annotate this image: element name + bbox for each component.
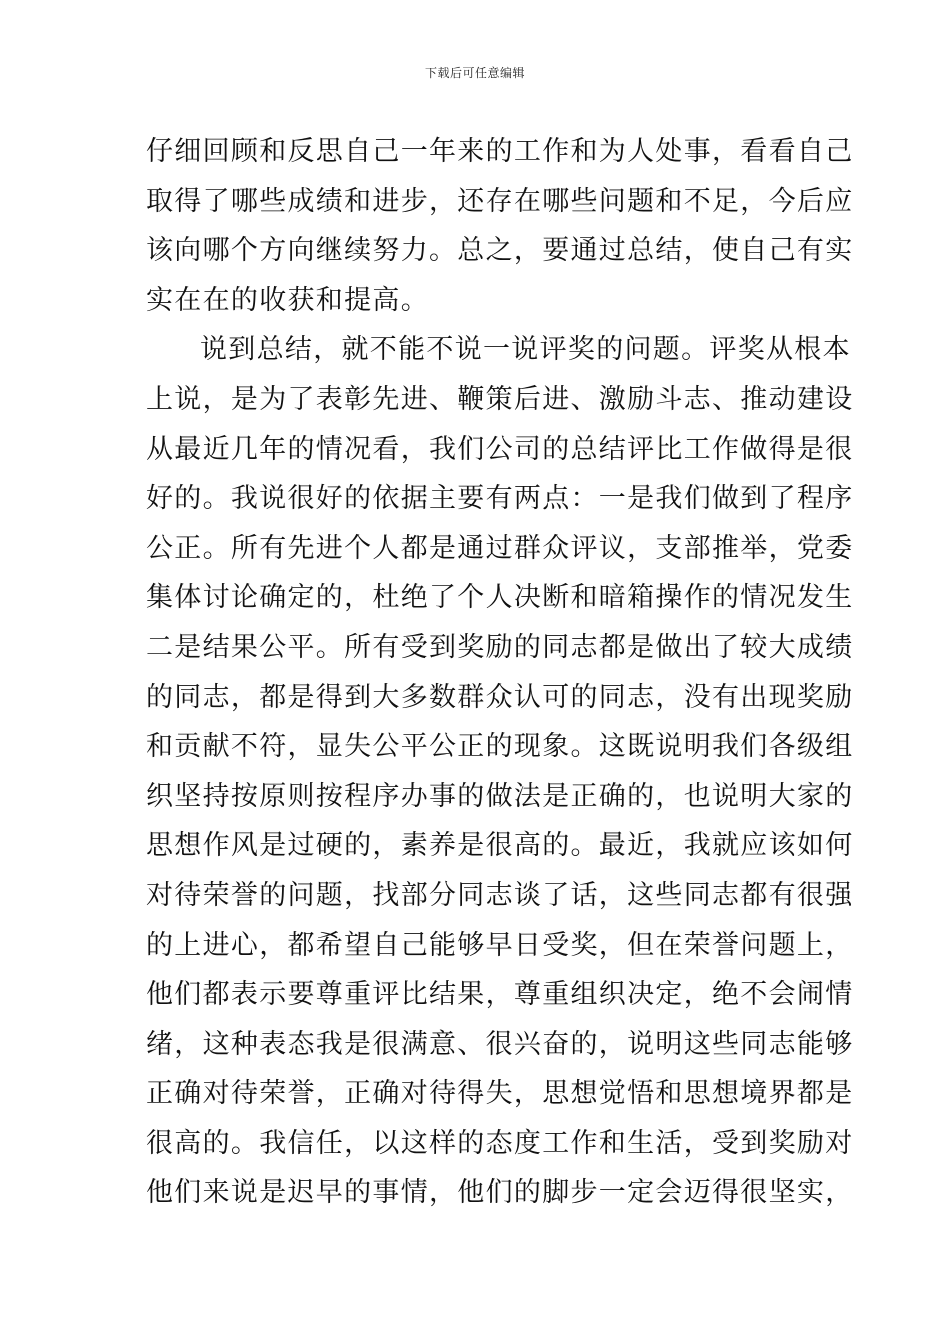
text-line: 公正。所有先进个人都是通过群众评议，支部推举，党委 [146, 532, 854, 564]
text-line: 和贡献不符，显失公平公正的现象。这既说明我们各级组 [146, 731, 854, 763]
text-line: 实在在的收获和提高。 [146, 284, 429, 316]
text-line: 正确对待荣誉，正确对待得失，思想觉悟和思想境界都是 [146, 1078, 854, 1110]
text-line: 思想作风是过硬的，素养是很高的。最近，我就应该如何 [146, 830, 854, 862]
text-line: 从最近几年的情况看，我们公司的总结评比工作做得是很 [146, 433, 854, 465]
paragraph-2 [146, 325, 854, 1218]
text-line: 好的。我说很好的依据主要有两点：一是我们做到了程序 [146, 483, 854, 515]
text-line: 绪，这种表态我是很满意、很兴奋的，说明这些同志能够 [146, 1028, 854, 1060]
text-line: 他们都表示要尊重评比结果，尊重组织决定，绝不会闹情 [146, 979, 854, 1011]
text-line: 对待荣誉的问题，找部分同志谈了话，这些同志都有很强 [146, 879, 854, 911]
body-text [146, 127, 854, 1218]
text-line: 二是结果公平。所有受到奖励的同志都是做出了较大成绩 [146, 631, 854, 663]
text-line: 取得了哪些成绩和进步，还存在哪些问题和不足，今后应 [146, 185, 854, 217]
text-line: 该向哪个方向继续努力。总之，要通过总结，使自己有实 [146, 235, 854, 267]
text-line: 仔细回顾和反思自己一年来的工作和为人处事，看看自己 [146, 136, 854, 167]
text-line: 集体讨论确定的，杜绝了个人决断和暗箱操作的情况发生 [146, 582, 854, 614]
text-line: 很高的。我信任，以这样的态度工作和生活，受到奖励对 [146, 1127, 854, 1159]
text-line: 的上进心，都希望自己能够早日受奖，但在荣誉问题上， [146, 929, 854, 961]
text-line: 他们来说是迟早的事情，他们的脚步一定会迈得很坚实， [146, 1177, 854, 1209]
header-note: 下载后可任意编辑 [424, 66, 525, 80]
text-line: 织坚持按原则按程序办事的做法是正确的，也说明大家的 [146, 780, 854, 812]
text-line: 的同志，都是得到大多数群众认可的同志，没有出现奖励 [146, 681, 854, 713]
text-line-indented: 说到总结，就不能不说一说评奖的问题。评奖从根本 [200, 334, 851, 366]
paragraph-1 [146, 127, 854, 325]
text-line: 上说，是为了表彰先进、鞭策后进、激励斗志、推动建设 [146, 383, 854, 415]
